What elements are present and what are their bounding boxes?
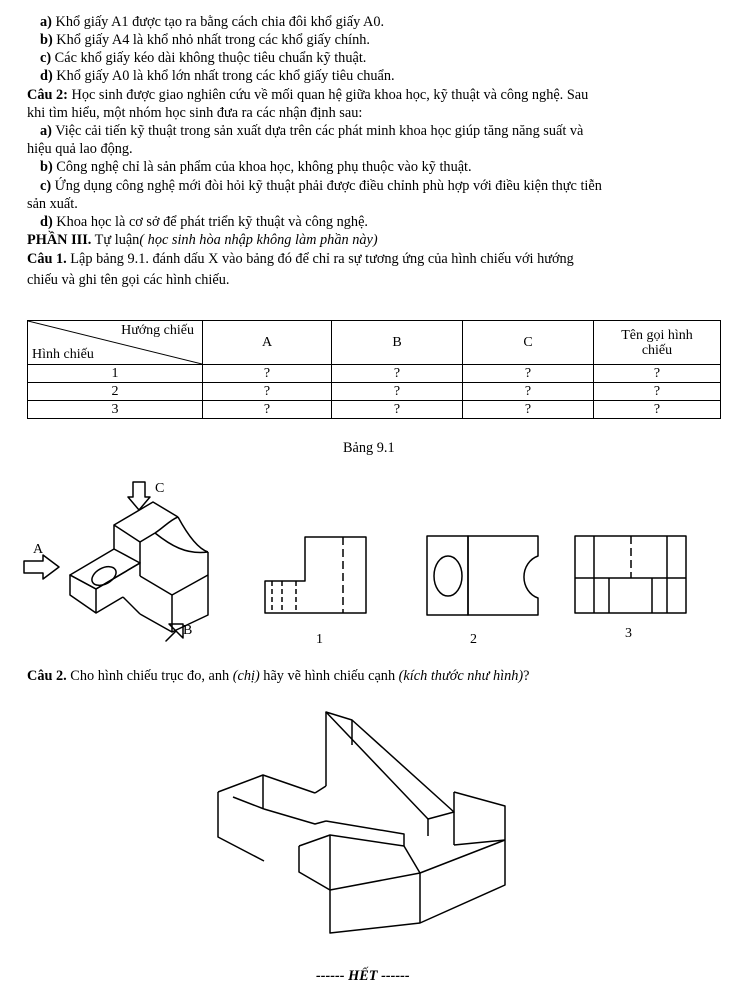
cell: ?	[463, 365, 594, 383]
header-c: C	[463, 321, 594, 365]
statement-c-cont: sản xuất.	[27, 196, 78, 212]
cell: ?	[594, 383, 721, 401]
line-1: a) Khổ giấy A1 được tạo ra bằng cách chia đôi khổ giấy A0.	[40, 14, 385, 30]
view-label-3: 3	[625, 626, 632, 641]
dir-b-label: B	[183, 623, 193, 638]
cell: ?	[203, 401, 332, 419]
line-2: b) Khổ giấy A4 là khổ nhỏ nhất trong các khổ giấy chính.	[40, 32, 370, 48]
statement-a-cont: hiệu quả lao động.	[27, 141, 133, 157]
end-marker: ------ HẾT ------	[316, 968, 410, 984]
row-id: 1	[28, 365, 203, 383]
view-label-1: 1	[316, 632, 323, 647]
cell: ?	[332, 401, 463, 419]
statement-a: a) Việc cải tiến kỹ thuật trong sản xuất dựa trên các phát minh khoa học giúp tăng năng suất và	[40, 123, 584, 139]
header-name: Tên gọi hình chiếu	[594, 321, 721, 365]
dir-a-label: A	[33, 542, 44, 557]
cell: ?	[203, 365, 332, 383]
essay-question-1-cont: chiếu và ghi tên gọi các hình chiếu.	[27, 272, 230, 288]
cell: ?	[463, 383, 594, 401]
statement-c: c) Ứng dụng công nghệ mới đòi hỏi kỹ thuật phải được điều chỉnh phù hợp với điều kiện thực tiễn	[40, 178, 602, 194]
dir-c-label: C	[155, 481, 165, 496]
cell: ?	[332, 383, 463, 401]
header-b: B	[332, 321, 463, 365]
cell: ?	[332, 365, 463, 383]
cell: ?	[594, 401, 721, 419]
statement-b: b) Công nghệ chỉ là sản phẩm của khoa học, không phụ thuộc vào kỹ thuật.	[40, 159, 472, 175]
table-caption: Bảng 9.1	[343, 440, 395, 456]
diag-top-label: Hướng chiếu	[121, 323, 194, 338]
cell: ?	[594, 365, 721, 383]
cell: ?	[463, 401, 594, 419]
cell: ?	[203, 383, 332, 401]
question-2-cont: khi tìm hiểu, một nhóm học sinh đưa ra các nhận định sau:	[27, 105, 363, 121]
diag-bottom-label: Hình chiếu	[32, 347, 94, 362]
line-3: c) Các khổ giấy kéo dài không thuộc tiêu chuẩn kỹ thuật.	[40, 50, 367, 66]
row-id: 2	[28, 383, 203, 401]
statement-d: d) Khoa học là cơ sở để phát triển kỹ thuật và công nghệ.	[40, 214, 368, 230]
row-id: 3	[28, 401, 203, 419]
essay-question-2: Câu 2. Cho hình chiếu trục đo, anh (chị) hãy vẽ hình chiếu cạnh (kích thước như hình)?	[27, 668, 530, 684]
question-2: Câu 2: Học sinh được giao nghiên cứu về mối quan hệ giữa khoa học, kỹ thuật và công nghệ. Sau	[27, 87, 589, 103]
part-3-heading: PHẦN III. Tự luận( học sinh hòa nhập không làm phần này)	[27, 232, 378, 248]
line-4: d) Khổ giấy A0 là khổ lớn nhất trong các khổ giấy tiêu chuẩn.	[40, 68, 395, 84]
header-a: A	[203, 321, 332, 365]
essay-question-1: Câu 1. Lập bảng 9.1. đánh dấu X vào bảng đó để chỉ ra sự tương ứng của hình chiếu với hướng	[27, 251, 574, 267]
view-label-2: 2	[470, 632, 477, 647]
